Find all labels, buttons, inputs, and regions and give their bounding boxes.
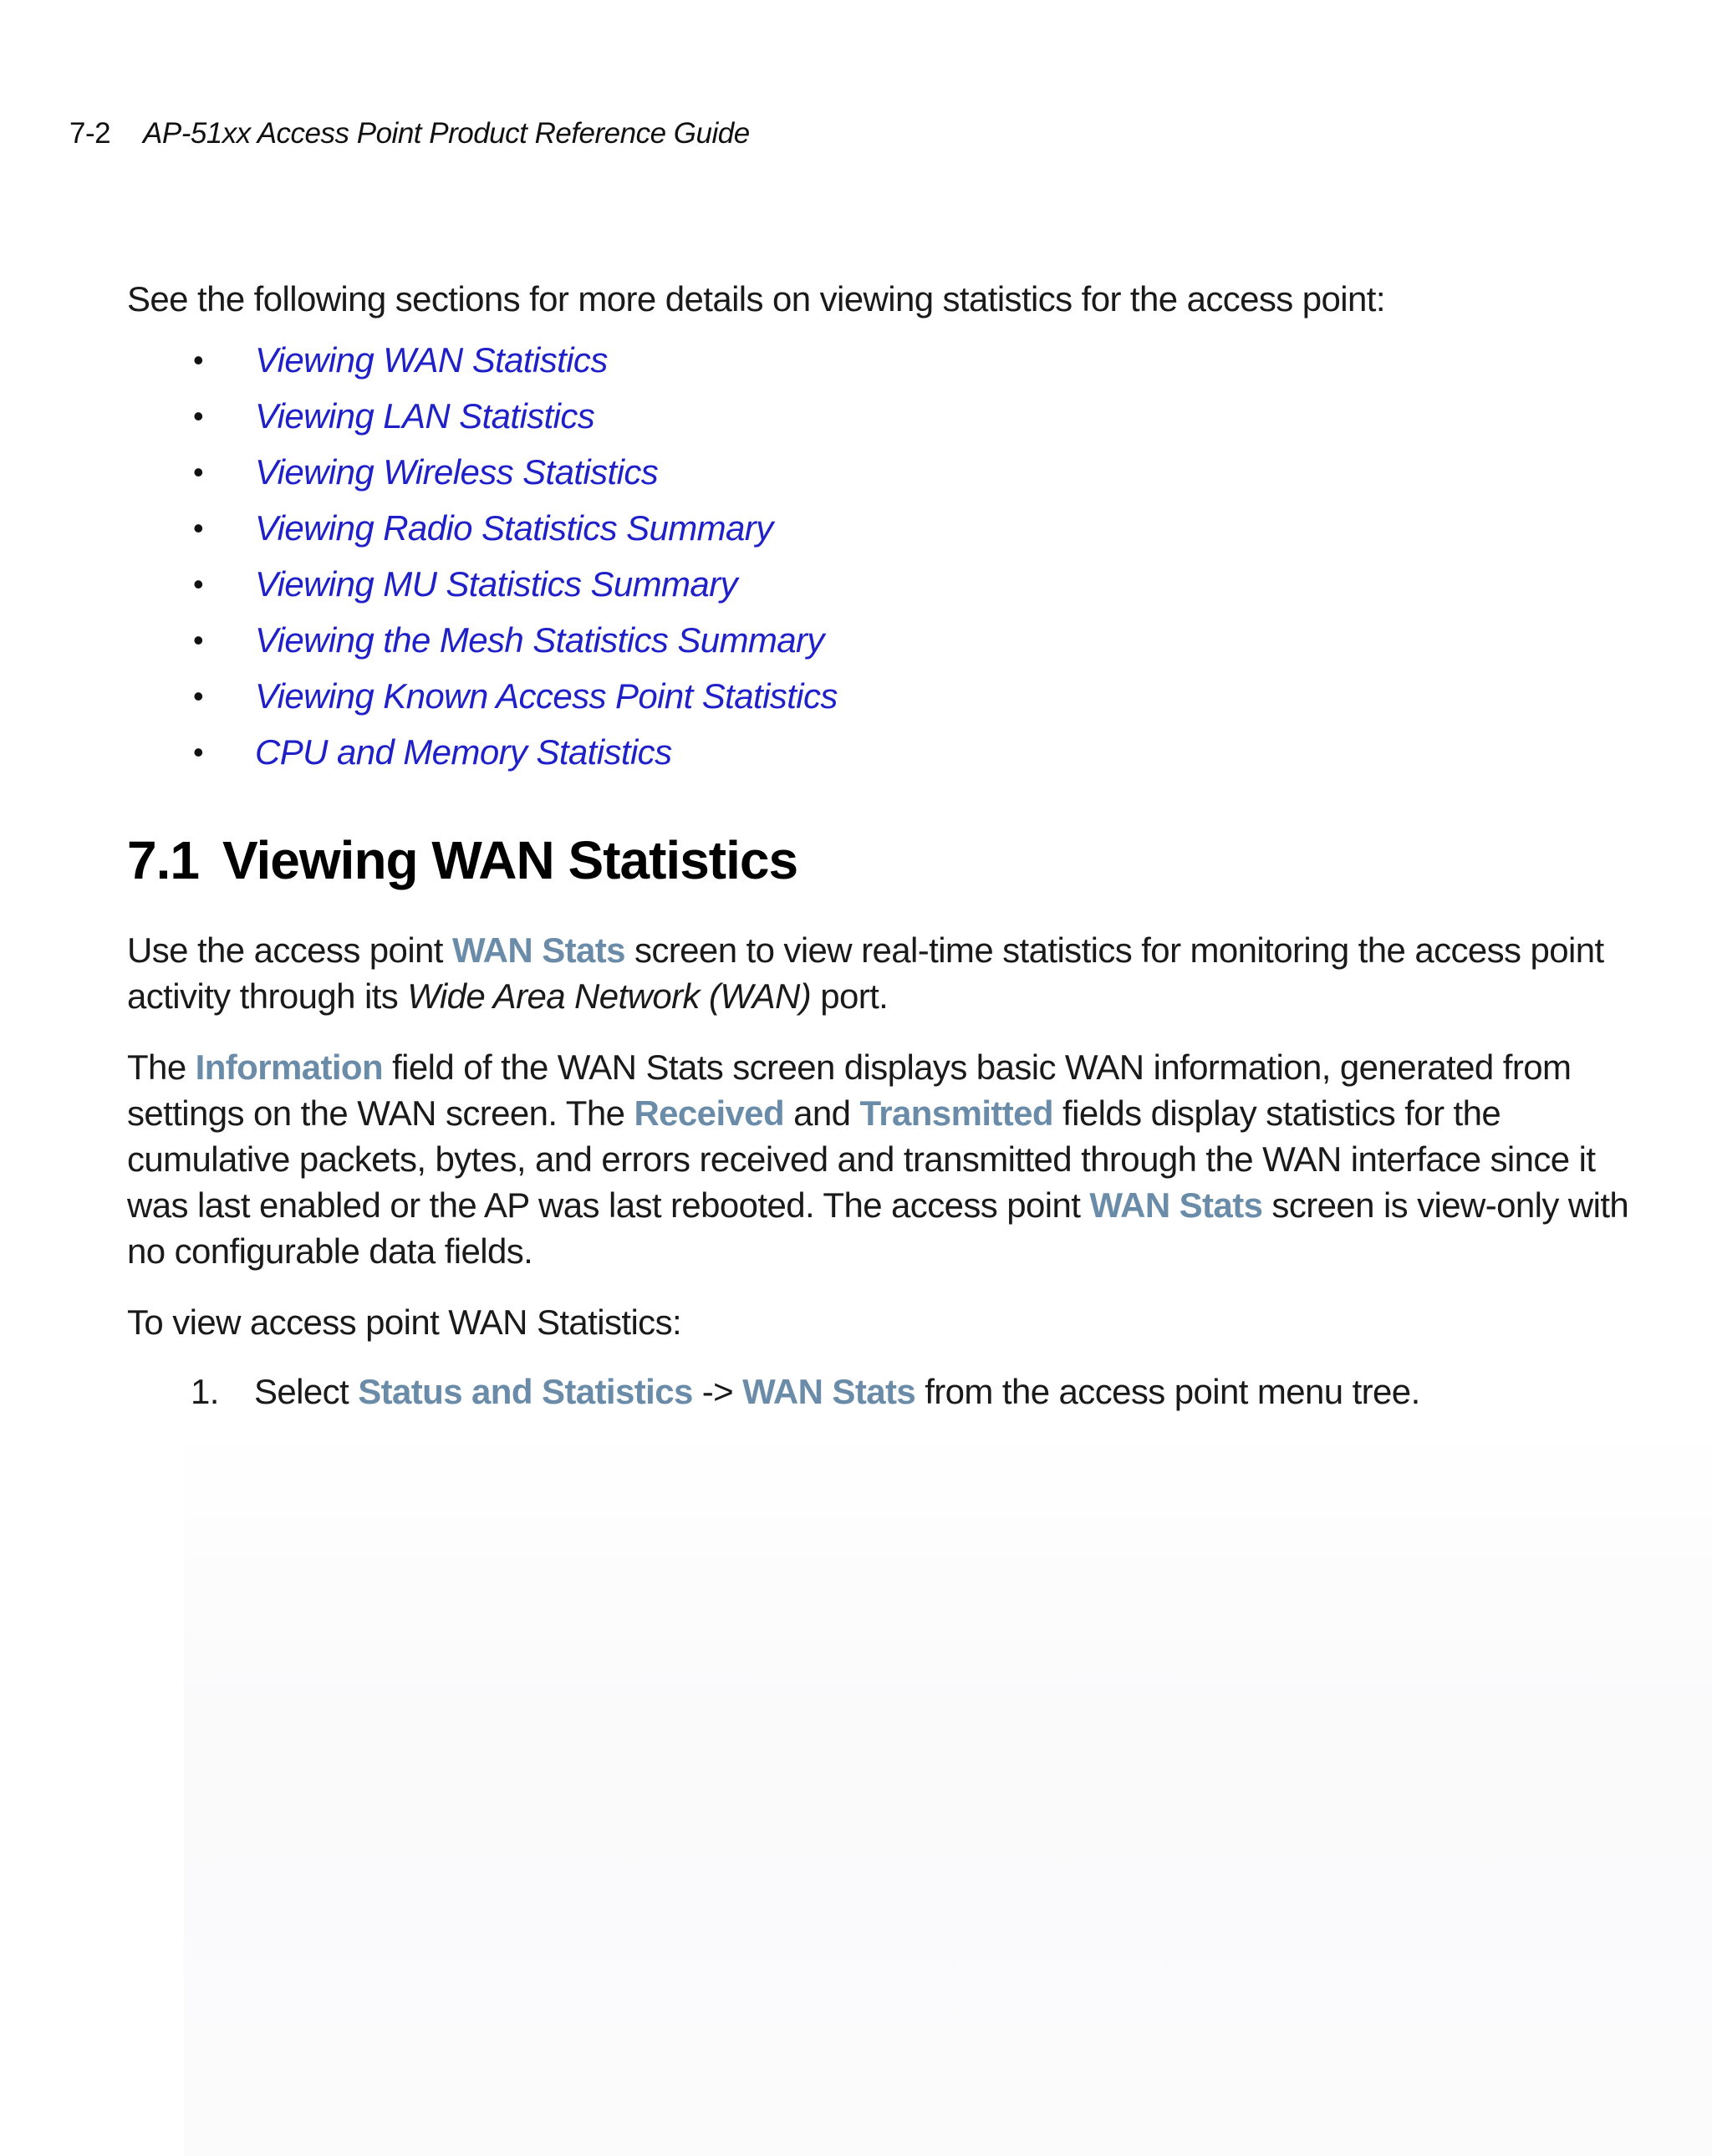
emphasis-wan-stats: WAN Stats [1089, 1185, 1263, 1225]
bullet-icon: • [193, 567, 204, 601]
paragraph-procedure-intro: To view access point WAN Statistics: [127, 1302, 682, 1342]
link-viewing-lan-statistics[interactable]: Viewing LAN Statistics [255, 396, 595, 436]
intro-text: See the following sections for more details on viewing statistics for the access point: [127, 279, 1385, 319]
paragraph-fields [127, 1044, 1629, 1274]
link-viewing-known-access-point-statistics[interactable]: Viewing Known Access Point Statistics [255, 676, 838, 716]
procedure-step-1 [127, 1369, 1548, 1414]
text-run: The [127, 1047, 196, 1087]
text-run: fields display statistics for the [1052, 1093, 1501, 1133]
link-cpu-and-memory-statistics[interactable]: CPU and Memory Statistics [255, 732, 672, 772]
link-viewing-wireless-statistics[interactable]: Viewing Wireless Statistics [255, 452, 659, 492]
text-run: screen is view-only with [1262, 1185, 1629, 1225]
link-viewing-radio-statistics-summary[interactable]: Viewing Radio Statistics Summary [255, 508, 773, 548]
link-viewing-mesh-statistics-summary[interactable]: Viewing the Mesh Statistics Summary [255, 620, 824, 660]
bullet-icon: • [193, 455, 204, 489]
scan-shading [184, 1421, 1712, 2156]
bullet-icon: • [193, 511, 204, 545]
text-run: -> [692, 1372, 743, 1411]
text-run: field of the WAN Stats screen displays basic WAN information, generated from [383, 1047, 1572, 1087]
paragraph-line [127, 927, 1604, 973]
list-item [127, 444, 1548, 500]
text-run: and [784, 1093, 860, 1133]
page-number: 7-2 [69, 117, 111, 150]
emphasis-transmitted: Transmitted [859, 1093, 1053, 1133]
paragraph-line: cumulative packets, bytes, and errors received and transmitted through the WAN interface since it [127, 1139, 1596, 1179]
text-run: port. [811, 976, 889, 1016]
text-run: activity through its [127, 976, 408, 1016]
list-item [127, 556, 1548, 612]
section-heading [127, 830, 1548, 890]
text-run: from the access point menu tree. [915, 1372, 1420, 1411]
text-run: Use the access point [127, 930, 452, 970]
emphasis-information: Information [195, 1047, 384, 1087]
bullet-icon: • [193, 623, 204, 657]
bullet-icon: • [193, 735, 204, 769]
bullet-icon: • [193, 399, 204, 433]
text-run: was last enabled or the AP was last rebooted. The access point [127, 1185, 1090, 1225]
list-item [127, 332, 1548, 388]
link-viewing-wan-statistics[interactable]: Viewing WAN Statistics [255, 340, 608, 380]
list-item [127, 668, 1548, 724]
paragraph-overview [127, 927, 1604, 1019]
term-wide-area-network: Wide Area Network (WAN) [407, 976, 812, 1016]
paragraph-line [127, 973, 1548, 1019]
guide-title: AP-51xx Access Point Product Reference Guide [143, 117, 750, 150]
text-run: screen to view real-time statistics for monitoring the access point [624, 930, 1604, 970]
list-item [127, 724, 1548, 780]
list-item [127, 500, 1548, 556]
bullet-icon: • [193, 343, 204, 377]
page-content [127, 276, 1629, 1414]
list-item [127, 388, 1548, 444]
paragraph-line [127, 1182, 1629, 1228]
emphasis-received: Received [634, 1093, 785, 1133]
text-run: settings on the WAN screen. The [127, 1093, 634, 1133]
emphasis-status-and-statistics: Status and Statistics [358, 1372, 693, 1411]
section-link-list [127, 332, 1548, 780]
paragraph-line: no configurable data fields. [127, 1231, 533, 1271]
paragraph-line [127, 1044, 1572, 1090]
step-number: 1. [191, 1372, 219, 1411]
list-item [127, 612, 1548, 668]
bullet-icon: • [193, 679, 204, 713]
link-viewing-mu-statistics-summary[interactable]: Viewing MU Statistics Summary [255, 564, 737, 604]
text-run: Select [254, 1372, 359, 1411]
section-number: 7.1 [127, 830, 199, 890]
paragraph-line [127, 1090, 1548, 1136]
emphasis-wan-stats: WAN Stats [742, 1372, 916, 1411]
emphasis-wan-stats: WAN Stats [451, 930, 625, 970]
section-title: Viewing WAN Statistics [222, 830, 798, 890]
running-header [69, 117, 750, 150]
